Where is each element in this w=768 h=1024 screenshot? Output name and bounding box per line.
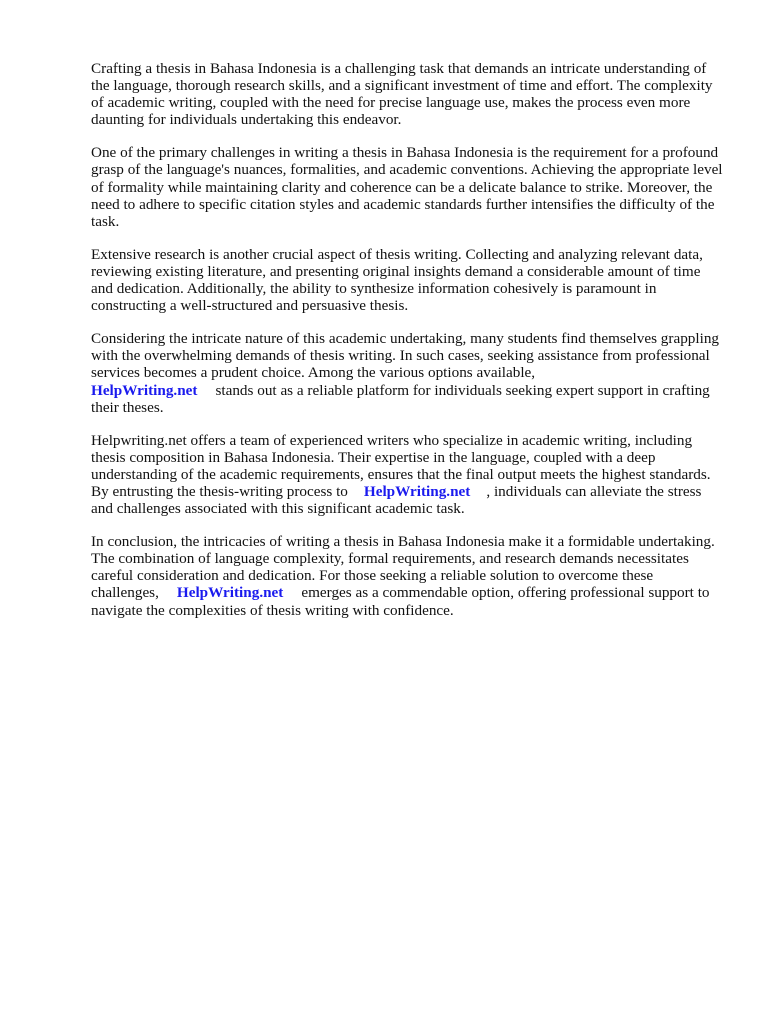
paragraph-service (91, 432, 723, 517)
helpwriting-link-3[interactable]: HelpWriting.net (176, 584, 284, 602)
paragraph-research (91, 246, 723, 314)
paragraph-challenges (91, 144, 723, 229)
paragraph-intro-text: Crafting a thesis in Bahasa Indonesia is a challenging task that demands an intricate understanding of the language, thorough research skills, and a significant investment of time and effort. The complexity of academic writing, coupled with the need for precise language use, makes the process even more daunting for individuals undertaking this endeavor. (91, 60, 713, 129)
document-body (91, 60, 723, 635)
helpwriting-link-2[interactable]: HelpWriting.net (363, 482, 471, 500)
paragraph-assistance (91, 330, 723, 415)
paragraph-conclusion-text-after: emerges as a commendable option, offering professional support to navigate the complexities of thesis writing with confidence. (91, 584, 710, 619)
paragraph-research-text: Extensive research is another crucial aspect of thesis writing. Collecting and analyzing relevant data, reviewing existing literature, and presenting original insights demand a considerable amount of time and dedication. Additionally, the ability to synthesize information cohesively is paramount in constructing a well-structured and persuasive thesis. (91, 245, 703, 315)
paragraph-conclusion-text-before: In conclusion, the intricacies of writing a thesis in Bahasa Indonesia make it a formidable undertaking. The combination of language complexity, formal requirements, and research demands necessitates careful consideration and dedication. For those seeking a reliable solution to overcome these challenges, (91, 533, 715, 602)
paragraph-service-text-after: , individuals can alleviate the stress and challenges associated with this significant academic task. (91, 482, 702, 518)
paragraph-service-text-before: Helpwriting.net offers a team of experienced writers who specialize in academic writing, including thesis composition in Bahasa Indonesia. Their expertise in the language, coupled with a deep understanding of the academic requirements, ensures that the final output meets the highest standards. By entrusting the thesis-writing process to (91, 431, 711, 500)
paragraph-assistance-text-after: stands out as a reliable platform for individuals seeking expert support in crafting their theses. (91, 381, 710, 416)
paragraph-challenges-text: One of the primary challenges in writing a thesis in Bahasa Indonesia is the requirement for a profound grasp of the language's nuances, formalities, and academic conventions. Achieving the appropriate level of formality while maintaining clarity and coherence can be a delicate balance to strike. Moreover, the need to adhere to specific citation styles and academic standards further intensifies the difficulty of the task. (91, 144, 723, 230)
helpwriting-link-1[interactable]: HelpWriting.net (91, 381, 198, 399)
paragraph-assistance-text-before: Considering the intricate nature of this academic undertaking, many students find themselves grappling with the overwhelming demands of thesis writing. In such cases, seeking assistance from professional services becomes a prudent choice. Among the various options available, (91, 330, 720, 382)
paragraph-intro (91, 60, 723, 128)
paragraph-conclusion (91, 533, 723, 618)
